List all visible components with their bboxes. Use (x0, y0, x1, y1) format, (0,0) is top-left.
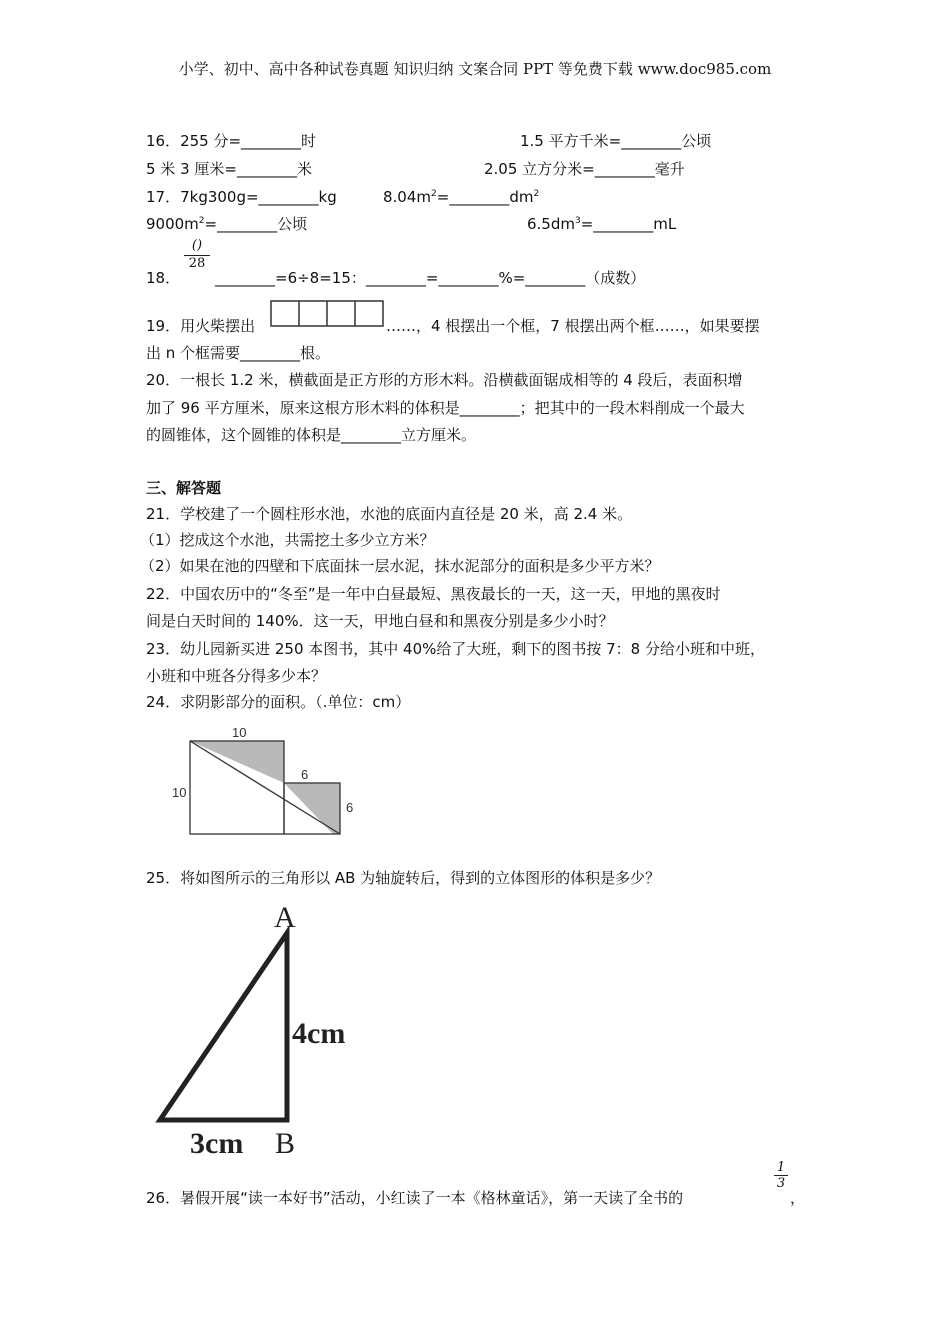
shaded-area-diagram (168, 725, 368, 840)
side-4cm-label: 4cm (292, 1017, 346, 1050)
q22-line2: 间是白天时间的 140%．这一天，甲地白昼和和黑夜分别是多少小时？ (146, 612, 614, 630)
label-left-10: 10 (172, 785, 187, 800)
q17-b (383, 187, 539, 207)
label-top-10: 10 (232, 725, 247, 740)
q20-line1: 20．一根长 1.2 米，横截面是正方形的方形木料。沿横截面锯成相等的 4 段后，表面积增 (146, 371, 743, 389)
q24-text: 24．求阴影部分的面积。（.单位：cm） (146, 693, 411, 711)
q17-b-exp: 2 (431, 189, 437, 199)
vertex-B-label: B (275, 1127, 296, 1160)
q21-line3: （2）如果在池的四壁和下底面抹一层水泥，抹水泥部分的面积是多少平方米？ (140, 557, 660, 575)
q21-line2: （1）挖成这个水池，共需挖土多少立方米？ (140, 531, 435, 549)
q22-line1: 22．中国农历中的“冬至”是一年中白昼最短、黑夜最长的一天，这一天，甲地的黑夜时 (146, 585, 721, 603)
q25-text: 25．将如图所示的三角形以 AB 为轴旋转后，得到的立体图形的体积是多少？ (146, 869, 661, 887)
page-header: 小学、初中、高中各种试卷真题 知识归纳 文案合同 PPT 等免费下载 www.doc985.com (178, 60, 772, 78)
q19-c: 出 n 个框需要________根。 (146, 344, 331, 362)
q17-d-rest: =________mL (580, 215, 677, 233)
base-3cm-label: 3cm (190, 1127, 244, 1160)
matchstick-frames-figure (270, 300, 386, 328)
vertex-A-label: A (274, 901, 296, 934)
shaded-region-right (284, 783, 340, 834)
q16-b: 1.5 平方千米=________公顷 (520, 132, 712, 150)
q18-numerator: () (191, 238, 203, 253)
label-small-top-6: 6 (301, 767, 309, 782)
q26-denominator: 3 (776, 1176, 786, 1191)
q17-d (527, 214, 676, 234)
q18-denominator: 28 (188, 256, 206, 271)
q17-d-exp: 3 (575, 216, 581, 226)
q17-c-rest: =________公顷 (204, 215, 308, 233)
q26-numerator: 1 (776, 1160, 786, 1175)
q17-b-exp2: 2 (533, 189, 540, 199)
triangle-diagram (150, 895, 370, 1160)
q17-c (146, 214, 307, 234)
right-triangle (160, 933, 287, 1120)
label-small-right-6: 6 (346, 800, 354, 815)
q17-c-exp: 2 (198, 216, 205, 226)
q17-d-base: 6.5dm (527, 215, 575, 233)
q18-text: ________=6÷8=15：________=________%=________（成数） (215, 269, 646, 287)
q16-d: 2.05 立方分米=________毫升 (484, 160, 685, 178)
q23-line1: 23．幼儿园新买进 250 本图书，其中 40%给了大班，剩下的图书按 7：8 分给小班和中班， (146, 640, 765, 658)
q16-c: 5 米 3 厘米=________米 (146, 160, 312, 178)
q20-line3: 的圆锥体，这个圆锥的体积是________立方厘米。 (146, 426, 477, 444)
q19-b: ……，4 根摆出一个框，7 根摆出两个框……，如果要摆 (386, 317, 760, 335)
q20-line2: 加了 96 平方厘米，原来这根方形木料的体积是________；把其中的一段木料削成一个最大 (146, 399, 745, 417)
q17-b-rest: =________dm (436, 188, 534, 206)
section-heading: 三、解答题 (146, 479, 222, 497)
q26-text: 26．暑假开展“读一本好书”活动，小红读了一本《格林童话》，第一天读了全书的 (146, 1189, 684, 1207)
q21-line1: 21．学校建了一个圆柱形水池，水池的底面内直径是 20 米，高 2.4 米。 (146, 505, 633, 523)
q19-a: 19．用火柴摆出 (146, 317, 256, 335)
q23-line2: 小班和中班各分得多少本？ (146, 667, 327, 685)
shaded-triangle-top (190, 741, 284, 783)
q26-tail: ， (790, 1189, 806, 1207)
q16-a: 16．255 分=________时 (146, 132, 317, 150)
q17-a: 17．7kg300g=________kg (146, 188, 337, 206)
q18-label: 18． (146, 269, 181, 287)
q17-c-base: 9000m (146, 215, 199, 233)
q18-fraction (184, 238, 210, 271)
q26-fraction (774, 1160, 788, 1191)
q17-b-base: 8.04m (383, 188, 432, 206)
